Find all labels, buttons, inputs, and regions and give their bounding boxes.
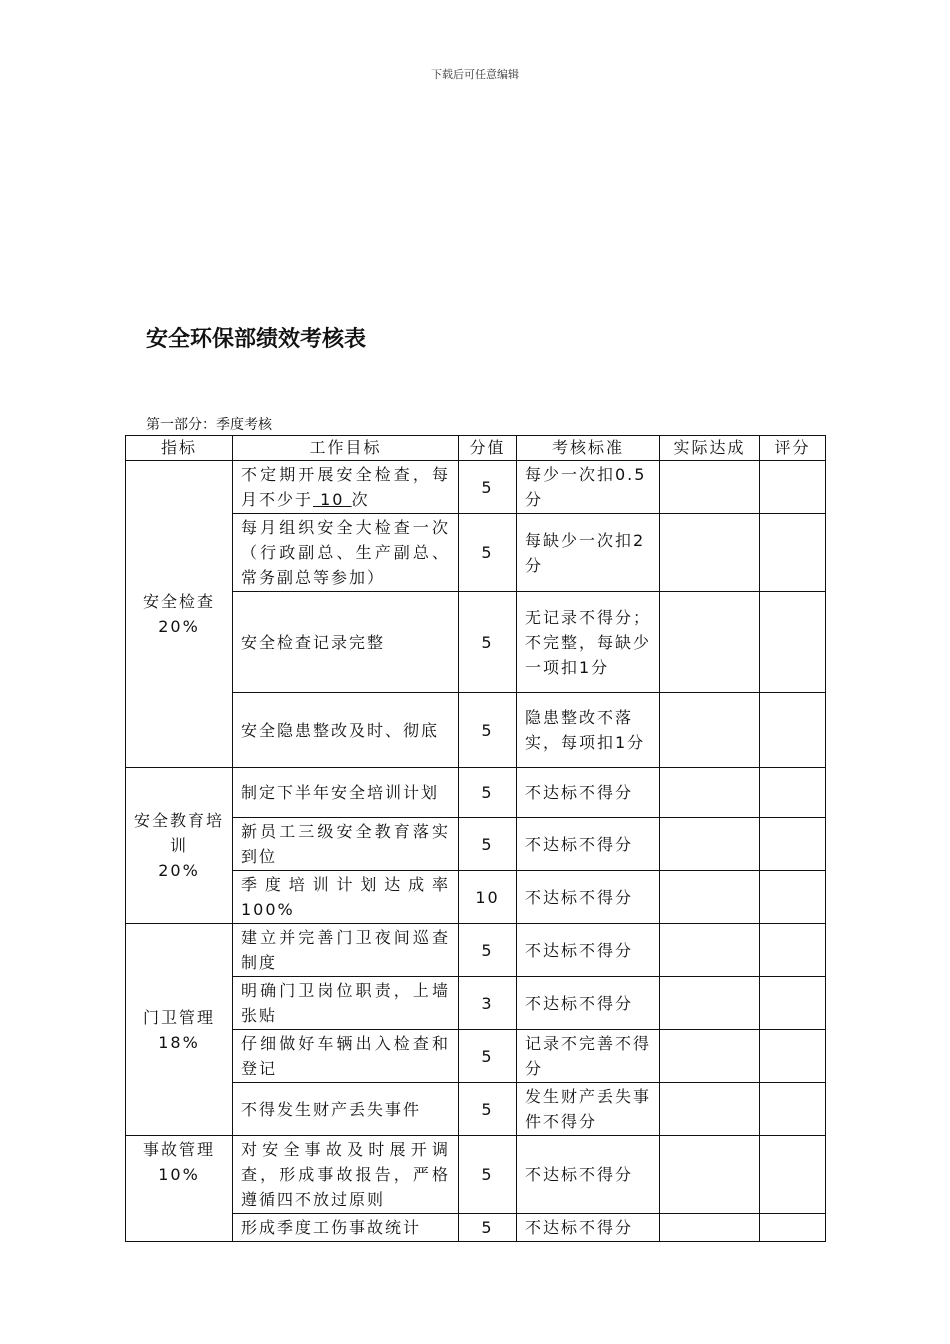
indicator-name: 事故管理: [142, 1140, 215, 1159]
rating-cell: [760, 1214, 826, 1242]
table-row: [126, 461, 826, 514]
indicator-cell: [126, 768, 233, 924]
goal-cell: 明确门卫岗位职责，上墙张贴: [233, 977, 459, 1030]
actual-cell: [660, 977, 760, 1030]
score-cell: 5: [459, 592, 517, 693]
actual-cell: [660, 871, 760, 924]
indicator-cell: [126, 461, 233, 768]
table-row: [126, 1136, 826, 1214]
score-cell: 10: [459, 871, 517, 924]
col-header-goal: 工作目标: [233, 436, 459, 461]
col-header-actual: 实际达成: [660, 436, 760, 461]
kpi-table: [125, 435, 826, 1242]
score-cell: 5: [459, 924, 517, 977]
rating-cell: [760, 977, 826, 1030]
col-header-indicator: 指标: [126, 436, 233, 461]
standard-cell: 不达标不得分: [517, 818, 660, 871]
score-cell: 5: [459, 1083, 517, 1136]
score-cell: 5: [459, 1030, 517, 1083]
page-header-note: 下载后可任意编辑: [431, 68, 519, 81]
rating-cell: [760, 768, 826, 818]
goal-cell: 制定下半年安全培训计划: [233, 768, 459, 818]
indicator-weight: 10%: [158, 1165, 200, 1184]
indicator-name: 门卫管理: [142, 1007, 215, 1027]
standard-cell: 不达标不得分: [517, 1136, 660, 1214]
indicator-weight: 20%: [158, 861, 200, 880]
goal-cell: [233, 461, 459, 514]
goal-cell: 不得发生财产丢失事件: [233, 1083, 459, 1136]
goal-cell: 每月组织安全大检查一次（行政副总、生产副总、常务副总等参加）: [233, 514, 459, 592]
goal-cell: 形成季度工伤事故统计: [233, 1214, 459, 1242]
actual-cell: [660, 693, 760, 768]
standard-cell: 不达标不得分: [517, 924, 660, 977]
rating-cell: [760, 871, 826, 924]
standard-cell: 不达标不得分: [517, 977, 660, 1030]
standard-cell: 记录不完善不得分: [517, 1030, 660, 1083]
rating-cell: [760, 1136, 826, 1214]
score-cell: 3: [459, 977, 517, 1030]
goal-cell: 对安全事故及时展开调查，形成事故报告，严格遵循四不放过原则: [233, 1136, 459, 1214]
actual-cell: [660, 1083, 760, 1136]
goal-cell: 安全隐患整改及时、彻底: [233, 693, 459, 768]
indicator-weight: 20%: [158, 617, 200, 636]
indicator-cell: [126, 924, 233, 1136]
col-header-standard: 考核标准: [517, 436, 660, 461]
section-label: 第一部分：季度考核: [146, 417, 272, 433]
standard-cell: 发生财产丢失事件不得分: [517, 1083, 660, 1136]
standard-cell: 不达标不得分: [517, 871, 660, 924]
col-header-score: 分值: [459, 436, 517, 461]
rating-cell: [760, 1083, 826, 1136]
rating-cell: [760, 1030, 826, 1083]
rating-cell: [760, 514, 826, 592]
standard-cell: 隐患整改不落实，每项扣1分: [517, 693, 660, 768]
score-cell: 5: [459, 1214, 517, 1242]
rating-cell: [760, 818, 826, 871]
goal-cell: 季度培训计划达成率100%: [233, 871, 459, 924]
goal-cell: 新员工三级安全教育落实到位: [233, 818, 459, 871]
actual-cell: [660, 1030, 760, 1083]
score-cell: 5: [459, 461, 517, 514]
actual-cell: [660, 818, 760, 871]
goal-cell: 建立并完善门卫夜间巡查制度: [233, 924, 459, 977]
standard-cell: 不达标不得分: [517, 1214, 660, 1242]
rating-cell: [760, 461, 826, 514]
goal-value: 10: [320, 490, 345, 509]
score-cell: 5: [459, 818, 517, 871]
goal-text: 不定期开展安全检查，每月不少于: [241, 465, 450, 509]
indicator-weight: 18%: [158, 1032, 200, 1052]
goal-suffix: 次: [351, 490, 370, 509]
actual-cell: [660, 592, 760, 693]
goal-cell: 仔细做好车辆出入检查和登记: [233, 1030, 459, 1083]
standard-cell: 每缺少一次扣2分: [517, 514, 660, 592]
document-title: 安全环保部绩效考核表: [146, 327, 367, 352]
indicator-name: 安全教育培训: [134, 811, 225, 855]
rating-cell: [760, 693, 826, 768]
score-cell: 5: [459, 1136, 517, 1214]
actual-cell: [660, 514, 760, 592]
standard-cell: 每少一次扣0.5分: [517, 461, 660, 514]
actual-cell: [660, 768, 760, 818]
table-row: [126, 924, 826, 977]
table-header-row: [126, 436, 826, 461]
col-header-rating: 评分: [760, 436, 826, 461]
goal-cell: 安全检查记录完整: [233, 592, 459, 693]
indicator-cell: [126, 1136, 233, 1242]
standard-cell: 不达标不得分: [517, 768, 660, 818]
actual-cell: [660, 1136, 760, 1214]
score-cell: 5: [459, 693, 517, 768]
score-cell: 5: [459, 514, 517, 592]
indicator-name: 安全检查: [142, 592, 215, 611]
rating-cell: [760, 592, 826, 693]
score-cell: 5: [459, 768, 517, 818]
actual-cell: [660, 461, 760, 514]
actual-cell: [660, 924, 760, 977]
actual-cell: [660, 1214, 760, 1242]
table-row: [126, 768, 826, 818]
standard-cell: 无记录不得分；不完整，每缺少一项扣1分: [517, 592, 660, 693]
rating-cell: [760, 924, 826, 977]
